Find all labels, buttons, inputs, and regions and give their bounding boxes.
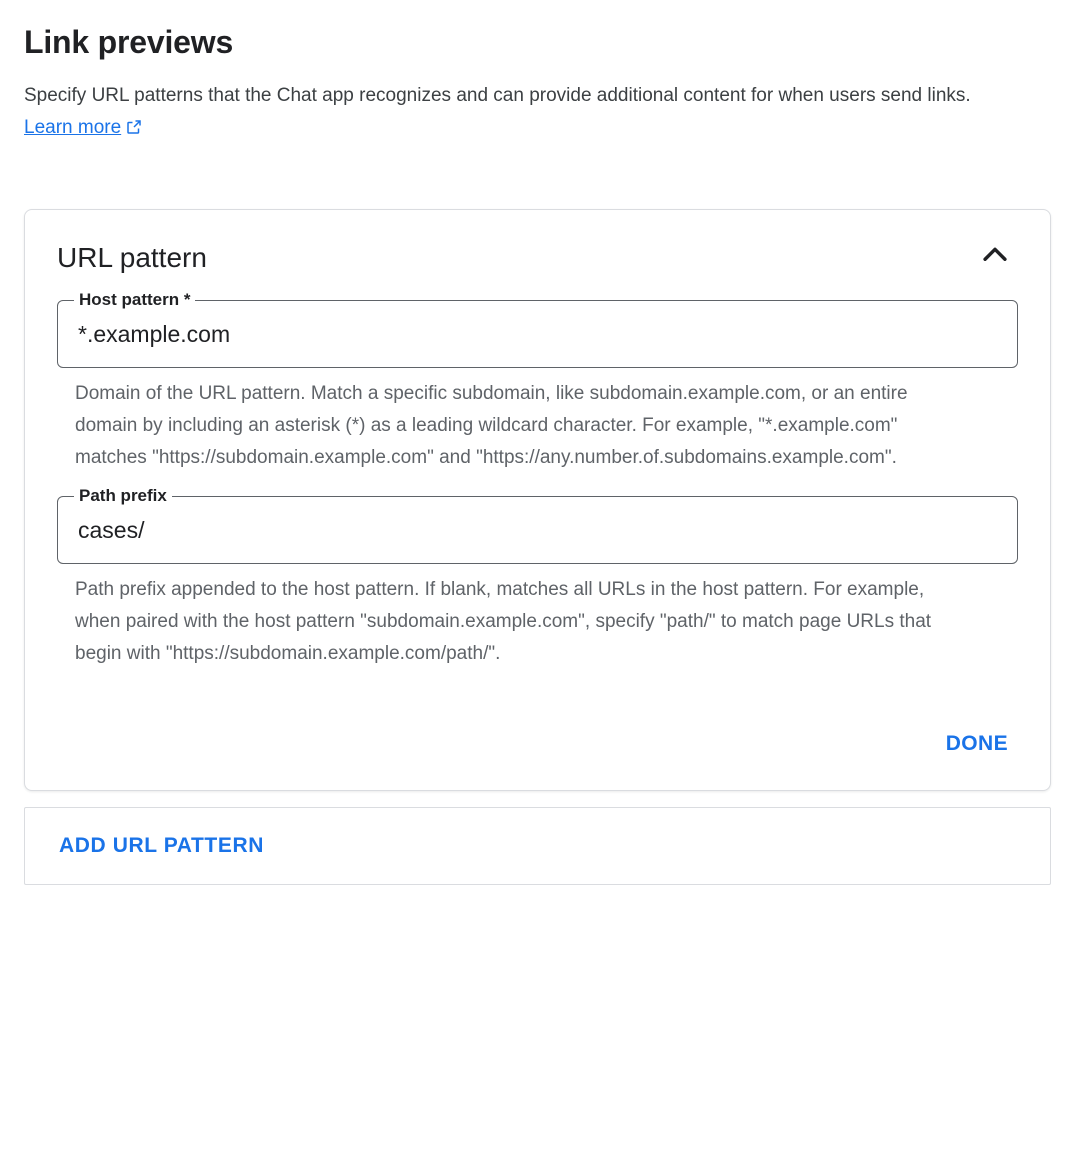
host-pattern-textfield[interactable] <box>57 290 1018 368</box>
host-pattern-label: Host pattern * <box>74 290 195 310</box>
done-button[interactable]: DONE <box>936 724 1018 764</box>
host-pattern-input[interactable] <box>78 321 997 348</box>
card-header <box>57 232 1018 278</box>
page-title: Link previews <box>24 24 234 60</box>
host-pattern-helper-text: Domain of the URL pattern. Match a specific subdomain, like subdomain.example.com, or an entire domain by including an asterisk (*) as a leading wildcard character. For example, "*.example.com" matches "https://subdomain.example.com" and "https://any.number.of.subdomains.example.com". <box>75 383 908 468</box>
host-pattern-field-block <box>57 290 1018 474</box>
chevron-up-icon[interactable] <box>972 232 1018 278</box>
path-prefix-textfield[interactable] <box>57 486 1018 564</box>
path-prefix-label: Path prefix <box>74 486 172 506</box>
page-description-text: Specify URL patterns that the Chat app recognizes and can provide additional content for when users send links. <box>24 85 971 106</box>
url-pattern-card <box>24 209 1051 791</box>
open-in-new-icon <box>125 115 143 147</box>
add-url-pattern-button[interactable]: ADD URL PATTERN <box>49 826 274 866</box>
page-description <box>24 80 1039 147</box>
path-prefix-field-block <box>57 486 1018 670</box>
path-prefix-helper-text: Path prefix appended to the host pattern. If blank, matches all URLs in the host pattern. For example, when paired with the host pattern "subdomain.example.com", specify "path/" to match page URLs that begin with "https://subdomain.example.com/path/". <box>75 579 932 664</box>
learn-more-link[interactable]: Learn more <box>24 117 122 138</box>
card-title: URL pattern <box>57 242 207 273</box>
path-prefix-input[interactable] <box>78 517 997 544</box>
card-actions <box>57 724 1018 764</box>
add-url-pattern-bar[interactable] <box>24 807 1051 885</box>
